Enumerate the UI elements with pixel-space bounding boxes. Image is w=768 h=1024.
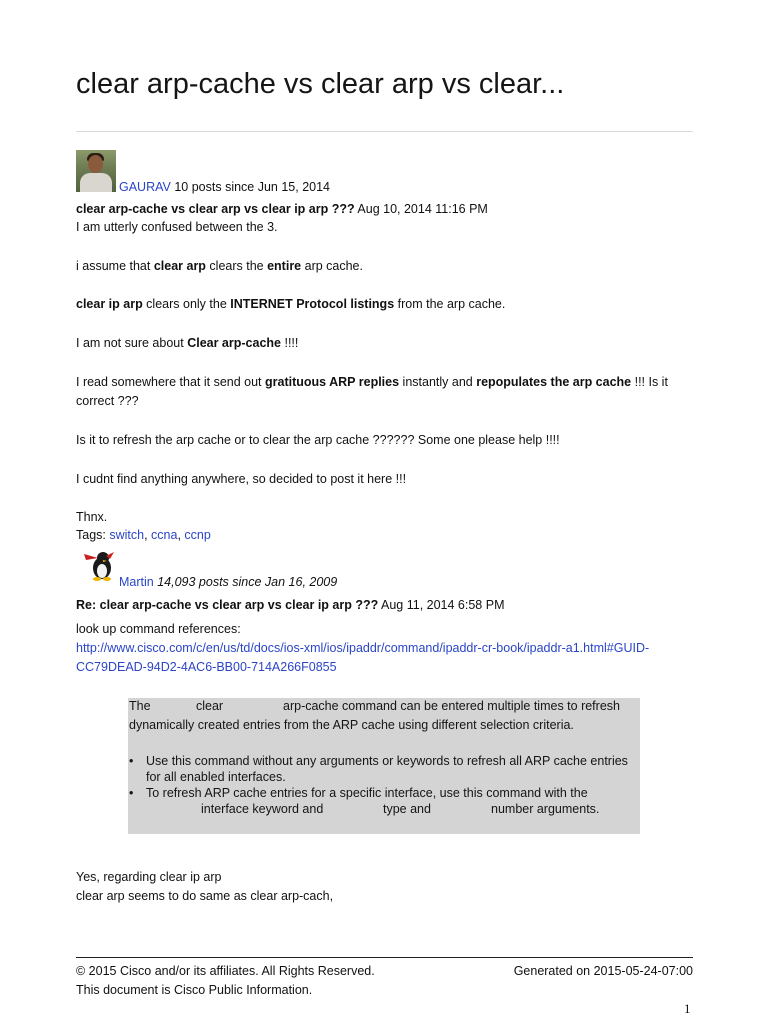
page-number: 1 [684, 1001, 691, 1016]
quote-line1: arp-cache command can be entered multiple times to refresh [283, 699, 620, 713]
post2-meta [119, 575, 337, 589]
post1-line3: clear ip arp clears only the INTERNET Protocol listings from the arp cache. [76, 297, 506, 311]
quote-bullet2-line1: To refresh ARP cache entries for a specific interface, use this command with the [146, 786, 588, 800]
post1-line2: i assume that clear arp clears the entire arp cache. [76, 259, 363, 273]
post1-author-meta: 10 posts since Jun 15, 2014 [170, 180, 331, 194]
post1-line7: I cudnt find anything anywhere, so decided to post it here !!! [76, 472, 407, 486]
post1-tags: Tags: switch, ccna, ccnp [76, 528, 211, 542]
post1-header [76, 202, 488, 216]
post2-subject: Re: clear arp-cache vs clear arp vs clear ip arp ??? [76, 598, 379, 612]
tag-ccna[interactable]: ccna [151, 528, 178, 542]
avatar-martin[interactable] [80, 546, 120, 582]
post2-url-line2[interactable]: CC79DEAD-94D2-4AC6-BB00-714A266F0855 [76, 660, 337, 674]
tags-label: Tags: [76, 528, 110, 542]
tag-ccnp[interactable]: ccnp [184, 528, 211, 542]
post2-author-link[interactable]: Martin [119, 575, 154, 589]
post1-date: Aug 10, 2014 11:16 PM [354, 202, 488, 216]
post1-line5: I read somewhere that it send out gratituous ARP replies instantly and repopulates the arp cache !!! Is it [76, 375, 668, 389]
post1-subject: clear arp-cache vs clear arp vs clear ip arp ??? [76, 202, 355, 216]
quoted-block [128, 698, 640, 834]
post1-thanks: Thnx. [76, 510, 108, 524]
avatar-gaurav[interactable] [76, 150, 116, 192]
tag-switch[interactable]: switch [109, 528, 145, 542]
quote-bullet2-word2: type and [383, 802, 431, 816]
post1-line5-cont: correct ??? [76, 394, 139, 408]
post2-url-line1[interactable]: http://www.cisco.com/c/en/us/td/docs/ios-xml/ios/ipaddr/command/ipaddr-cr-book/ipaddr-a1.html#GUID- [76, 641, 650, 655]
footer-generated: Generated on 2015-05-24-07:00 [513, 964, 693, 978]
post2-reply2: clear arp seems to do same as clear arp-cach, [76, 889, 334, 903]
quote-word-the: The [129, 699, 151, 713]
post1-line4: I am not sure about Clear arp-cache !!!! [76, 336, 299, 350]
post2-date: Aug 11, 2014 6:58 PM [378, 598, 505, 612]
post2-header [76, 598, 505, 612]
quote-bullet1-line2: for all enabled interfaces. [146, 770, 286, 784]
post1-meta [119, 180, 330, 194]
quote-word-clear: clear [196, 699, 224, 713]
quote-bullet-1: • [129, 754, 134, 768]
post1-author-link[interactable]: GAURAV [119, 180, 171, 194]
post1-line6: Is it to refresh the arp cache or to clear the arp cache ?????? Some one please help !!!! [76, 433, 560, 447]
post2-intro: look up command references: [76, 622, 241, 636]
footer-copyright: © 2015 Cisco and/or its affiliates. All Rights Reserved. [76, 964, 375, 978]
quote-bullet-2: • [129, 786, 134, 800]
page-title: clear arp-cache vs clear arp vs clear... [76, 68, 565, 100]
quote-bullet2-word1: interface keyword and [201, 802, 324, 816]
post2-author-meta: 14,093 posts since Jan 16, 2009 [153, 575, 338, 589]
footer-divider [76, 957, 693, 958]
title-divider [76, 131, 693, 132]
post2-reply1: Yes, regarding clear ip arp [76, 870, 222, 884]
quote-bullet1-line1: Use this command without any arguments or keywords to refresh all ARP cache entries [146, 754, 628, 768]
quote-line2: dynamically created entries from the ARP cache using different selection criteria. [129, 718, 574, 732]
post1-line1: I am utterly confused between the 3. [76, 220, 278, 234]
quote-bullet2-word3: number arguments. [491, 802, 600, 816]
footer-public: This document is Cisco Public Information. [76, 983, 313, 997]
